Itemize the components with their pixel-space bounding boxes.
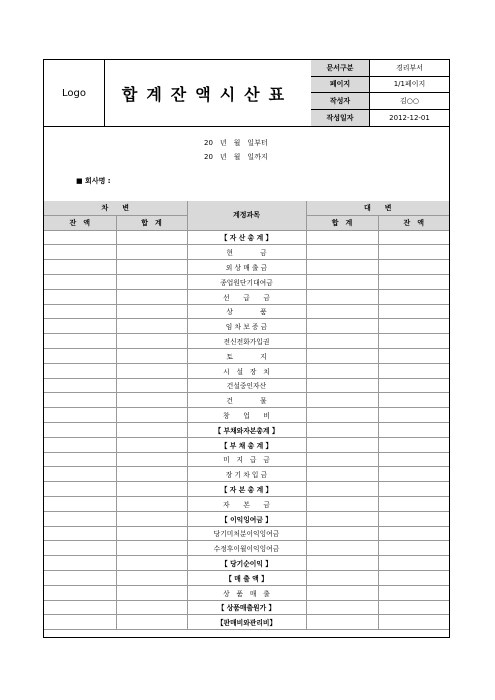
debit-total-cell	[116, 393, 187, 408]
period-section	[44, 126, 449, 202]
credit-total-cell	[306, 526, 378, 541]
table-row	[44, 511, 449, 526]
document-info	[311, 60, 449, 126]
credit-total-cell	[306, 334, 378, 349]
table-row	[44, 378, 449, 393]
debit-total-cell	[116, 585, 187, 600]
table-header-row	[44, 201, 449, 215]
account-name-cell: 현 금	[187, 245, 306, 260]
credit-total-cell	[306, 467, 378, 482]
account-name-cell: 【 매 출 액 】	[187, 570, 306, 585]
debit-total-header: 합 계	[116, 215, 187, 230]
debit-total-cell	[116, 260, 187, 275]
account-name-cell: 전신전화가입권	[187, 334, 306, 349]
info-row-page	[311, 77, 449, 94]
credit-balance-cell	[378, 541, 449, 556]
credit-header: 대 변	[306, 201, 449, 215]
table-row	[44, 467, 449, 482]
credit-total-cell	[306, 482, 378, 497]
debit-balance-cell	[44, 541, 116, 556]
credit-total-cell	[306, 230, 378, 245]
debit-balance-cell	[44, 230, 116, 245]
account-name-cell: 【판매비와관리비】	[187, 615, 306, 630]
debit-header: 차 변	[44, 201, 187, 215]
table-row	[44, 348, 449, 363]
debit-balance-cell	[44, 260, 116, 275]
debit-total-cell	[116, 363, 187, 378]
credit-total-cell	[306, 363, 378, 378]
trial-balance-table	[44, 201, 449, 630]
credit-total-cell	[306, 393, 378, 408]
table-row	[44, 230, 449, 245]
table-row	[44, 422, 449, 437]
info-row-author	[311, 93, 449, 110]
table-row	[44, 334, 449, 349]
table-row	[44, 408, 449, 423]
account-name-cell: 외 상 매 출 금	[187, 260, 306, 275]
credit-total-cell	[306, 511, 378, 526]
credit-total-cell	[306, 452, 378, 467]
table-row	[44, 393, 449, 408]
info-row-type	[311, 60, 449, 77]
credit-balance-cell	[378, 526, 449, 541]
credit-balance-cell	[378, 482, 449, 497]
account-name-cell: 건설중인자산	[187, 378, 306, 393]
debit-total-cell	[116, 570, 187, 585]
info-value: 2012-12-01	[389, 113, 430, 122]
account-name-cell: 수정후이월이익잉여금	[187, 541, 306, 556]
debit-total-cell	[116, 526, 187, 541]
table-row	[44, 570, 449, 585]
debit-balance-cell	[44, 378, 116, 393]
account-name-cell: 【 이익잉여금 】	[187, 511, 306, 526]
debit-total-cell	[116, 408, 187, 423]
debit-balance-cell	[44, 482, 116, 497]
credit-total-cell	[306, 319, 378, 334]
debit-total-cell	[116, 452, 187, 467]
debit-balance-cell	[44, 600, 116, 615]
table-row	[44, 600, 449, 615]
info-label: 작성자	[311, 93, 370, 109]
table-row	[44, 437, 449, 452]
credit-balance-cell	[378, 585, 449, 600]
account-name-cell: 【 부채와자본총계 】	[187, 422, 306, 437]
period-from: 20 년 월 일부터	[204, 139, 268, 147]
credit-balance-cell	[378, 348, 449, 363]
credit-balance-cell	[378, 393, 449, 408]
table-row	[44, 526, 449, 541]
credit-balance-cell	[378, 556, 449, 571]
account-name-cell: 상 품 매 출	[187, 585, 306, 600]
info-label: 문서구분	[311, 60, 370, 76]
credit-balance-header: 잔 액	[378, 215, 449, 230]
credit-total-cell	[306, 541, 378, 556]
debit-balance-cell	[44, 467, 116, 482]
info-label: 페이지	[311, 77, 370, 93]
account-name-cell: 【 자 본 총 계 】	[187, 482, 306, 497]
debit-balance-cell	[44, 615, 116, 630]
account-name-cell: 시 설 장 치	[187, 363, 306, 378]
debit-total-cell	[116, 482, 187, 497]
credit-balance-cell	[378, 230, 449, 245]
debit-total-cell	[116, 230, 187, 245]
credit-balance-cell	[378, 274, 449, 289]
credit-balance-cell	[378, 511, 449, 526]
debit-balance-cell	[44, 348, 116, 363]
table-row	[44, 585, 449, 600]
credit-balance-cell	[378, 615, 449, 630]
credit-total-header: 합 계	[306, 215, 378, 230]
debit-total-cell	[116, 511, 187, 526]
table-row	[44, 245, 449, 260]
debit-total-cell	[116, 437, 187, 452]
credit-balance-cell	[378, 319, 449, 334]
debit-balance-cell	[44, 289, 116, 304]
credit-total-cell	[306, 585, 378, 600]
credit-balance-cell	[378, 363, 449, 378]
account-name-cell: 장 기 차 입 금	[187, 467, 306, 482]
credit-balance-cell	[378, 378, 449, 393]
account-header: 계정과목	[187, 201, 306, 230]
credit-total-cell	[306, 437, 378, 452]
info-value: 1/1페이지	[393, 80, 426, 89]
debit-total-cell	[116, 304, 187, 319]
table-row	[44, 556, 449, 571]
debit-balance-cell	[44, 585, 116, 600]
debit-balance-cell	[44, 393, 116, 408]
table-row	[44, 452, 449, 467]
table-row	[44, 541, 449, 556]
debit-total-cell	[116, 274, 187, 289]
period-to: 20 년 월 일까지	[204, 153, 268, 161]
debit-total-cell	[116, 541, 187, 556]
debit-balance-cell	[44, 511, 116, 526]
debit-total-cell	[116, 496, 187, 511]
credit-balance-cell	[378, 334, 449, 349]
credit-total-cell	[306, 600, 378, 615]
account-name-cell: 【 당기순이익 】	[187, 556, 306, 571]
debit-balance-cell	[44, 334, 116, 349]
info-label: 작성일자	[311, 110, 370, 127]
document-header	[44, 60, 449, 127]
table-row	[44, 363, 449, 378]
credit-total-cell	[306, 260, 378, 275]
info-value: 경리부서	[395, 63, 424, 72]
company-name-label: ■ 회사명 :	[76, 177, 111, 185]
account-name-cell: 자 본 금	[187, 496, 306, 511]
account-name-cell: 【 부 채 총 계 】	[187, 437, 306, 452]
table-row	[44, 274, 449, 289]
debit-total-cell	[116, 467, 187, 482]
debit-balance-cell	[44, 274, 116, 289]
account-name-cell: 창 업 비	[187, 408, 306, 423]
debit-total-cell	[116, 245, 187, 260]
debit-balance-cell	[44, 496, 116, 511]
debit-balance-cell	[44, 452, 116, 467]
debit-balance-cell	[44, 437, 116, 452]
credit-balance-cell	[378, 289, 449, 304]
credit-total-cell	[306, 304, 378, 319]
account-name-cell: 종업원단기대여금	[187, 274, 306, 289]
account-name-cell: 【 상품매출원가 】	[187, 600, 306, 615]
debit-balance-cell	[44, 319, 116, 334]
account-name-cell: 당기미처분이익잉여금	[187, 526, 306, 541]
credit-total-cell	[306, 570, 378, 585]
debit-balance-cell	[44, 408, 116, 423]
credit-balance-cell	[378, 467, 449, 482]
info-row-date	[311, 110, 449, 127]
table-row	[44, 615, 449, 630]
table-row	[44, 319, 449, 334]
credit-total-cell	[306, 615, 378, 630]
debit-total-cell	[116, 556, 187, 571]
credit-balance-cell	[378, 496, 449, 511]
credit-balance-cell	[378, 600, 449, 615]
debit-total-cell	[116, 600, 187, 615]
account-name-cell: 선 급 금	[187, 289, 306, 304]
debit-balance-cell	[44, 526, 116, 541]
debit-balance-cell	[44, 570, 116, 585]
credit-balance-cell	[378, 422, 449, 437]
account-name-cell: 임 차 보 증 금	[187, 319, 306, 334]
credit-balance-cell	[378, 437, 449, 452]
credit-balance-cell	[378, 452, 449, 467]
table-row	[44, 482, 449, 497]
debit-balance-cell	[44, 556, 116, 571]
debit-total-cell	[116, 348, 187, 363]
table-row	[44, 260, 449, 275]
credit-total-cell	[306, 348, 378, 363]
credit-balance-cell	[378, 245, 449, 260]
credit-balance-cell	[378, 408, 449, 423]
credit-total-cell	[306, 556, 378, 571]
account-name-cell: 토 지	[187, 348, 306, 363]
credit-total-cell	[306, 422, 378, 437]
debit-total-cell	[116, 289, 187, 304]
debit-total-cell	[116, 378, 187, 393]
table-row	[44, 496, 449, 511]
table-row	[44, 289, 449, 304]
table-row	[44, 304, 449, 319]
credit-total-cell	[306, 245, 378, 260]
debit-total-cell	[116, 615, 187, 630]
account-name-cell: 【 자 산 총 계 】	[187, 230, 306, 245]
page-title: 합계잔액시산표	[104, 60, 312, 126]
debit-total-cell	[116, 422, 187, 437]
debit-total-cell	[116, 334, 187, 349]
account-name-cell: 건 물	[187, 393, 306, 408]
credit-total-cell	[306, 289, 378, 304]
debit-balance-cell	[44, 245, 116, 260]
debit-balance-cell	[44, 422, 116, 437]
credit-balance-cell	[378, 304, 449, 319]
credit-total-cell	[306, 408, 378, 423]
debit-balance-cell	[44, 304, 116, 319]
logo: Logo	[44, 60, 105, 126]
credit-total-cell	[306, 496, 378, 511]
trial-balance-sheet	[43, 59, 450, 638]
credit-balance-cell	[378, 260, 449, 275]
debit-balance-cell	[44, 363, 116, 378]
debit-total-cell	[116, 319, 187, 334]
credit-balance-cell	[378, 570, 449, 585]
debit-balance-header: 잔 액	[44, 215, 116, 230]
info-value: 김○○	[400, 96, 419, 105]
credit-total-cell	[306, 378, 378, 393]
account-name-cell: 상 품	[187, 304, 306, 319]
credit-total-cell	[306, 274, 378, 289]
account-name-cell: 미 지 급 금	[187, 452, 306, 467]
